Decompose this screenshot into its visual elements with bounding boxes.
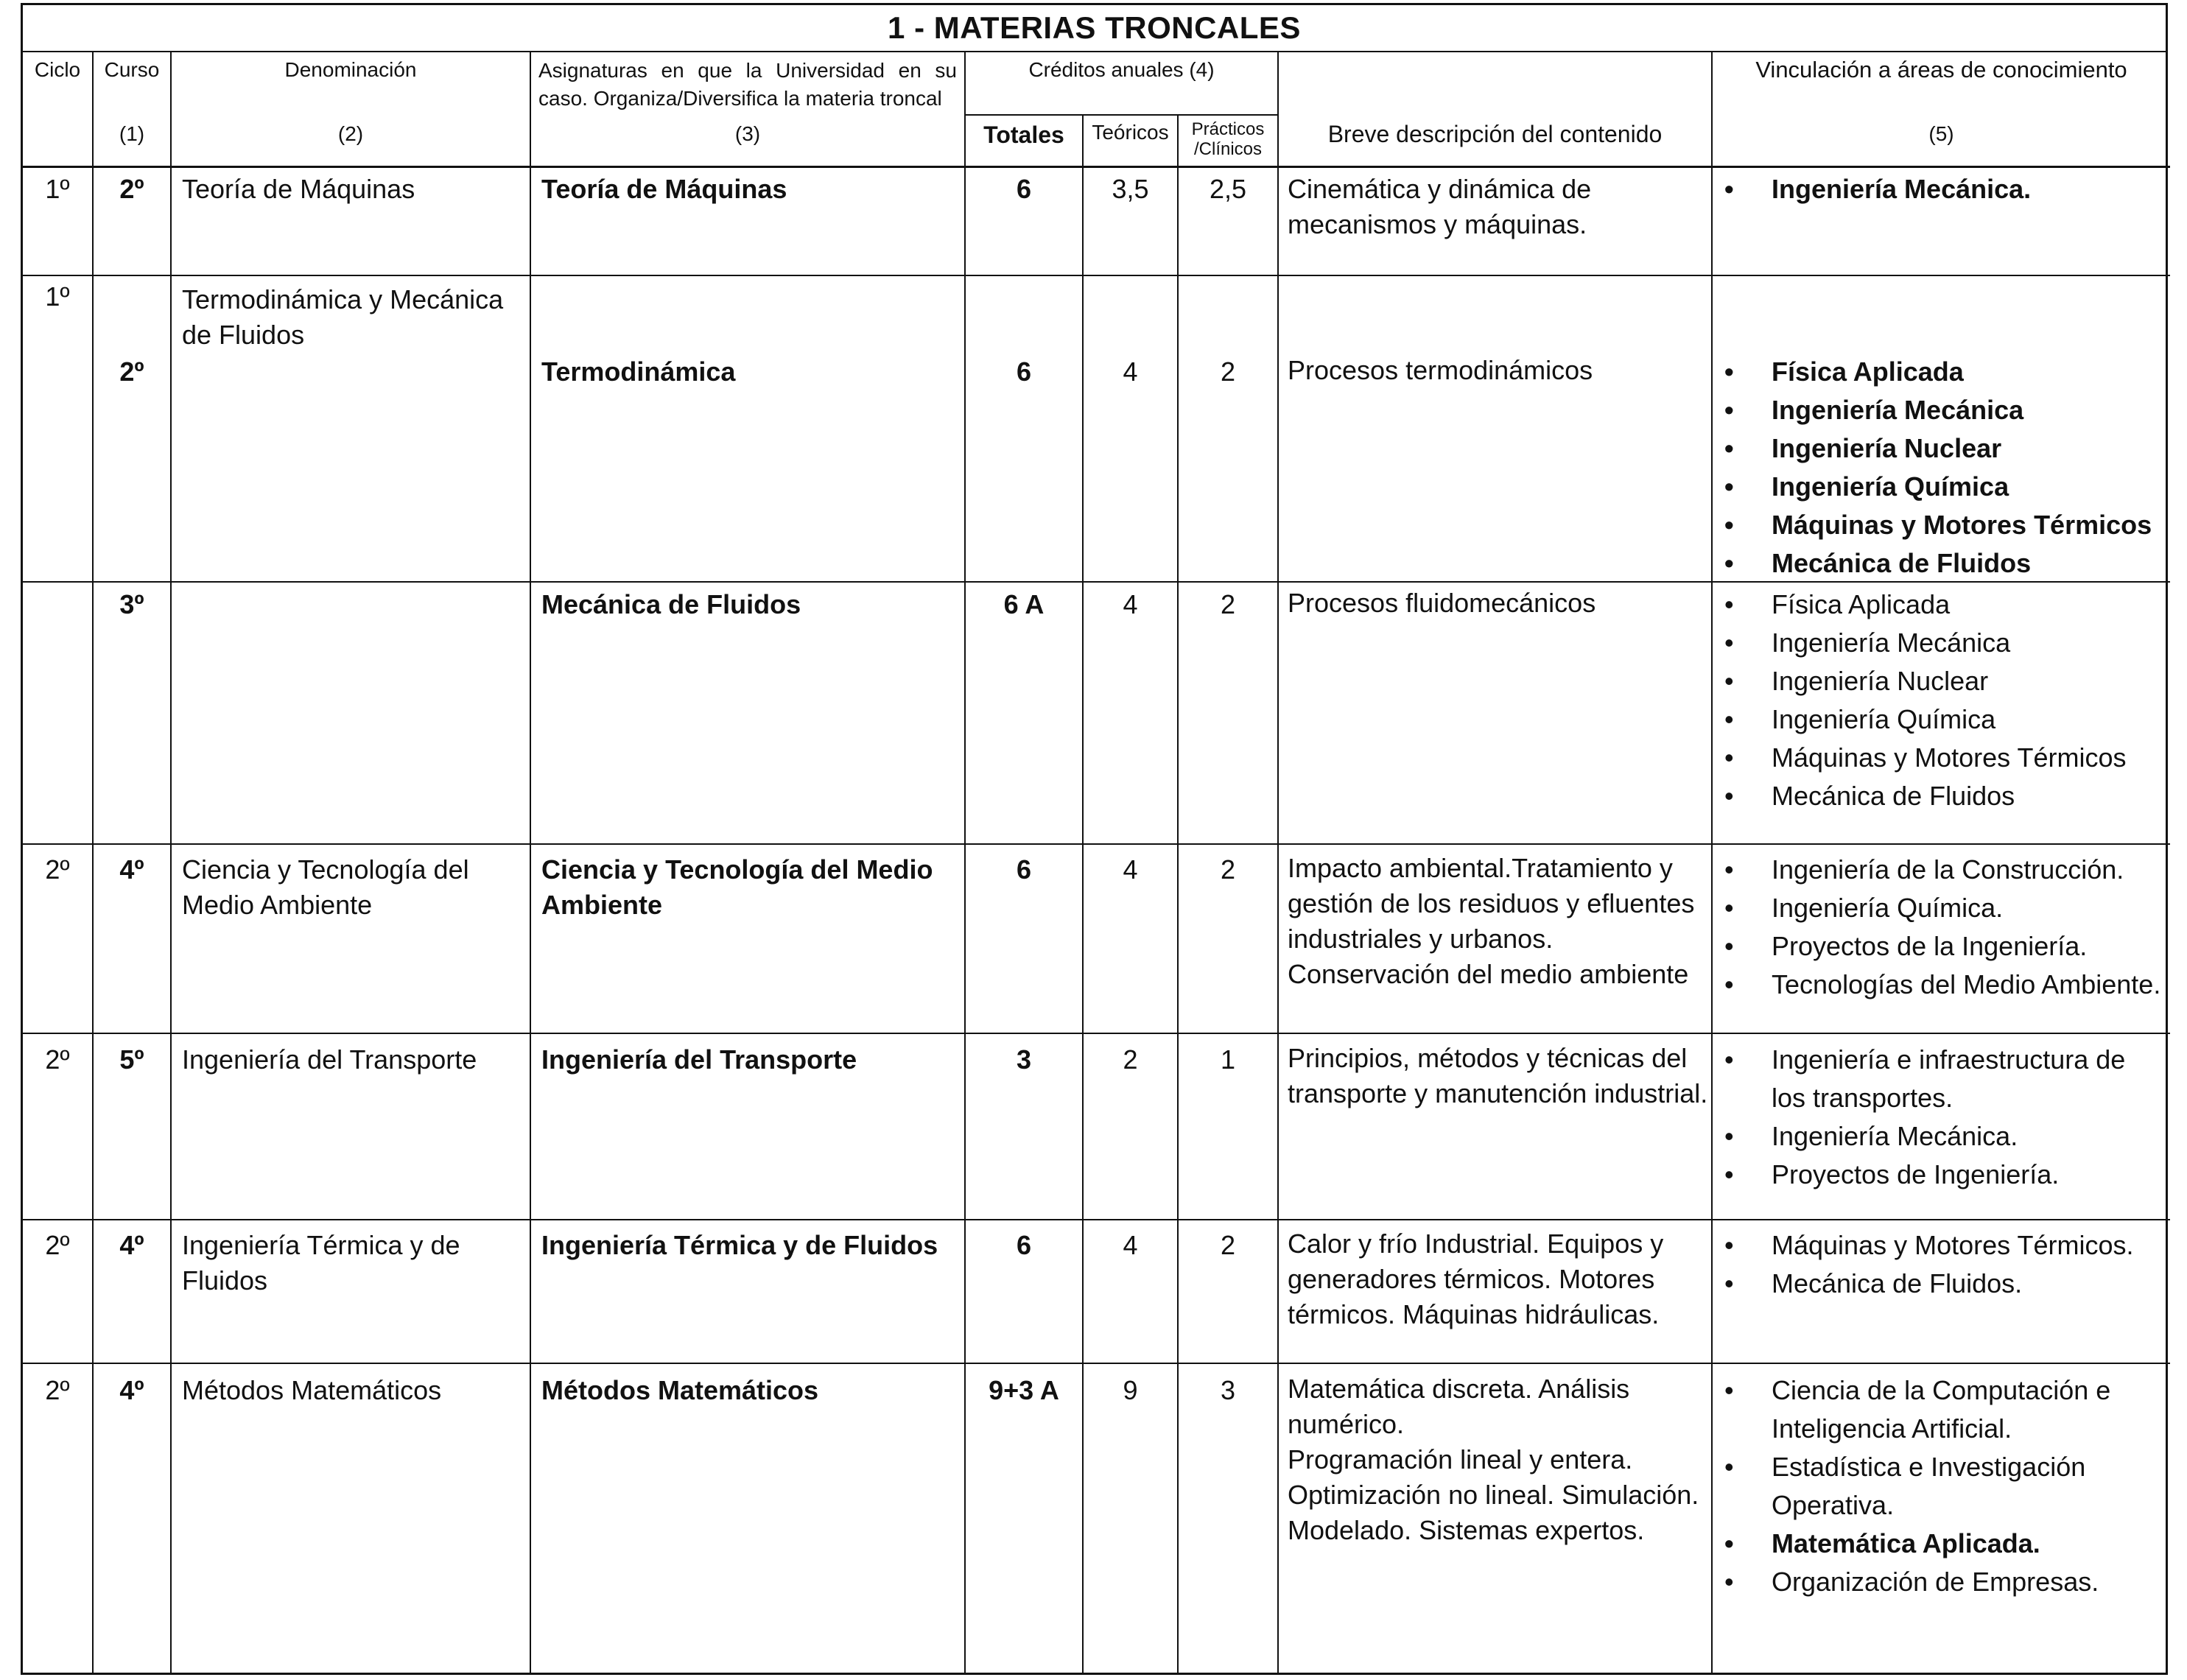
row-divider xyxy=(23,1363,2170,1364)
area-item: • Ciencia de la Computación e Inteligencia Artificial. xyxy=(1719,1371,2165,1448)
area-item: • Estadística e Investigación Operativa. xyxy=(1719,1448,2165,1525)
area-item: • Ingeniería Nuclear xyxy=(1719,429,2160,468)
area-item: • Ingeniería Mecánica. xyxy=(1719,1117,2165,1156)
row-denominacion: Ingeniería del Transporte xyxy=(182,1044,477,1075)
header-teoricos: Teóricos xyxy=(1092,121,1169,144)
header-practicos: Prácticos /Clínicos xyxy=(1191,119,1265,159)
row-divider xyxy=(23,275,2170,276)
area-item: • Ingeniería e infraestructura de los transportes. xyxy=(1719,1041,2165,1117)
row-practicos: 2,5 xyxy=(1209,174,1247,204)
row-divider xyxy=(23,1219,2170,1220)
area-item: • Tecnologías del Medio Ambiente. xyxy=(1719,966,2165,1004)
row-totales: 6 A xyxy=(1003,589,1045,619)
row-asignatura: Teoría de Máquinas xyxy=(541,174,787,204)
row-totales: 6 xyxy=(1016,854,1032,885)
row-ciclo: 1º xyxy=(45,281,70,312)
row-ciclo: 2º xyxy=(45,1044,70,1075)
row-asignatura: Termodinámica xyxy=(541,356,736,387)
row-totales: 6 xyxy=(1016,1230,1032,1260)
column-divider xyxy=(1082,116,1084,1675)
area-item: • Física Aplicada xyxy=(1719,586,2160,624)
row-curso: 2º xyxy=(119,356,144,387)
row-practicos: 2 xyxy=(1220,854,1236,885)
column-divider xyxy=(1177,116,1179,1675)
area-item: • Ingeniería Nuclear xyxy=(1719,662,2160,700)
row-areas-list xyxy=(1719,1041,2165,1194)
header-curso-note: (1) xyxy=(119,122,145,145)
row-denominacion: Métodos Matemáticos xyxy=(182,1375,442,1405)
area-item: • Proyectos de Ingeniería. xyxy=(1719,1156,2165,1194)
row-descripcion: Calor y frío Industrial. Equipos y generadores térmicos. Motores térmicos. Máquinas hidráulicas. xyxy=(1288,1229,1664,1329)
row-curso: 4º xyxy=(119,854,144,885)
header-divider xyxy=(23,166,2170,168)
area-item: • Organización de Empresas. xyxy=(1719,1563,2165,1601)
row-areas-list xyxy=(1719,851,2165,1004)
area-item: • Matemática Aplicada. xyxy=(1719,1525,2165,1563)
row-asignatura: Ciencia y Tecnología del Medio Ambiente xyxy=(541,854,933,920)
header-ciclo: Ciclo xyxy=(34,58,81,81)
row-totales: 6 xyxy=(1016,356,1032,387)
header-denominacion: Denominación xyxy=(284,58,417,81)
row-asignatura: Métodos Matemáticos xyxy=(541,1375,819,1405)
area-item: • Ingeniería de la Construcción. xyxy=(1719,851,2165,889)
row-practicos: 2 xyxy=(1220,589,1236,619)
row-denominacion: Ciencia y Tecnología del Medio Ambiente xyxy=(182,854,469,920)
row-descripcion: Matemática discreta. Análisis numérico. Programación lineal y entera. Optimización no lineal. Simulación. Modelado. Sistemas expertos. xyxy=(1288,1374,1699,1545)
row-divider xyxy=(23,1033,2170,1034)
area-item: • Mecánica de Fluidos. xyxy=(1719,1265,2165,1303)
column-divider xyxy=(170,51,172,1675)
area-item: • Ingeniería Química xyxy=(1719,468,2160,506)
row-teoricos: 3,5 xyxy=(1112,174,1149,204)
area-item: • Ingeniería Mecánica xyxy=(1719,391,2160,429)
row-practicos: 3 xyxy=(1220,1375,1236,1405)
row-denominacion: Teoría de Máquinas xyxy=(182,174,415,204)
area-item: • Ingeniería Química xyxy=(1719,700,2160,739)
area-item: • Física Aplicada xyxy=(1719,353,2160,391)
row-descripcion: Principios, métodos y técnicas del transporte y manutención industrial. xyxy=(1288,1043,1708,1108)
header-totales: Totales xyxy=(983,122,1064,148)
table-title: 1 - MATERIAS TRONCALES xyxy=(23,5,2166,52)
row-areas-list xyxy=(1719,353,2160,583)
header-descripcion: Breve descripción del contenido xyxy=(1327,121,1663,147)
row-ciclo: 2º xyxy=(45,1230,70,1260)
area-item: • Máquinas y Motores Térmicos xyxy=(1719,506,2160,544)
area-item: • Proyectos de la Ingeniería. xyxy=(1719,927,2165,966)
row-areas-list xyxy=(1719,1371,2165,1601)
area-item: • Máquinas y Motores Térmicos. xyxy=(1719,1226,2165,1265)
row-practicos: 2 xyxy=(1220,356,1236,387)
row-descripcion: Procesos termodinámicos xyxy=(1288,355,1593,385)
column-divider xyxy=(1277,51,1279,1675)
row-teoricos: 9 xyxy=(1123,1375,1138,1405)
row-descripcion: Impacto ambiental.Tratamiento y gestión de los residuos y efluentes industriales y urbanos. Conservación del medio ambiente xyxy=(1288,853,1695,989)
materias-troncales-table xyxy=(21,3,2168,1675)
row-curso: 2º xyxy=(119,174,144,204)
row-areas-list xyxy=(1719,170,2160,208)
row-areas-list xyxy=(1719,586,2160,815)
row-areas-list xyxy=(1719,1226,2165,1303)
row-teoricos: 4 xyxy=(1123,854,1138,885)
column-divider xyxy=(530,51,531,1675)
area-item: • Ingeniería Mecánica. xyxy=(1719,170,2160,208)
row-descripcion: Procesos fluidomecánicos xyxy=(1288,588,1596,618)
row-totales: 9+3 A xyxy=(989,1375,1059,1405)
column-divider xyxy=(1711,51,1713,1675)
row-curso: 4º xyxy=(119,1230,144,1260)
row-totales: 3 xyxy=(1016,1044,1032,1075)
row-ciclo: 1º xyxy=(45,174,70,204)
row-divider xyxy=(23,843,2170,845)
row-curso: 4º xyxy=(119,1375,144,1405)
row-asignatura: Mecánica de Fluidos xyxy=(541,589,801,619)
row-asignatura: Ingeniería Térmica y de Fluidos xyxy=(541,1230,938,1260)
header-asignaturas-note: (3) xyxy=(734,122,761,145)
header-vinculacion: Vinculación a áreas de conocimiento xyxy=(1755,57,2127,82)
row-practicos: 1 xyxy=(1220,1044,1236,1075)
row-ciclo: 2º xyxy=(45,1375,70,1405)
row-denominacion: Ingeniería Térmica y de Fluidos xyxy=(182,1230,460,1296)
row-teoricos: 4 xyxy=(1123,1230,1138,1260)
row-descripcion: Cinemática y dinámica de mecanismos y máquinas. xyxy=(1288,174,1592,239)
header-creditos: Créditos anuales (4) xyxy=(1028,58,1215,81)
header-curso: Curso xyxy=(104,58,160,81)
row-teoricos: 4 xyxy=(1123,356,1138,387)
header-asignaturas: Asignaturas en que la Universidad en su caso. Organiza/Diversifica la materia troncal xyxy=(538,59,957,110)
row-ciclo: 2º xyxy=(45,854,70,885)
row-denominacion: Termodinámica y Mecánica de Fluidos xyxy=(182,284,504,350)
creditos-subheader-divider xyxy=(964,114,1277,116)
area-item: • Ingeniería Química. xyxy=(1719,889,2165,927)
row-curso: 5º xyxy=(119,1044,144,1075)
area-item: • Mecánica de Fluidos xyxy=(1719,544,2160,583)
row-teoricos: 4 xyxy=(1123,589,1138,619)
row-practicos: 2 xyxy=(1220,1230,1236,1260)
header-vinculacion-note: (5) xyxy=(1928,122,1954,145)
area-item: • Mecánica de Fluidos xyxy=(1719,777,2160,815)
row-totales: 6 xyxy=(1016,174,1032,204)
area-item: • Máquinas y Motores Térmicos xyxy=(1719,739,2160,777)
area-item: • Ingeniería Mecánica xyxy=(1719,624,2160,662)
row-curso: 3º xyxy=(119,589,144,619)
row-teoricos: 2 xyxy=(1123,1044,1138,1075)
row-asignatura: Ingeniería del Transporte xyxy=(541,1044,857,1075)
header-denominacion-note: (2) xyxy=(337,122,364,145)
